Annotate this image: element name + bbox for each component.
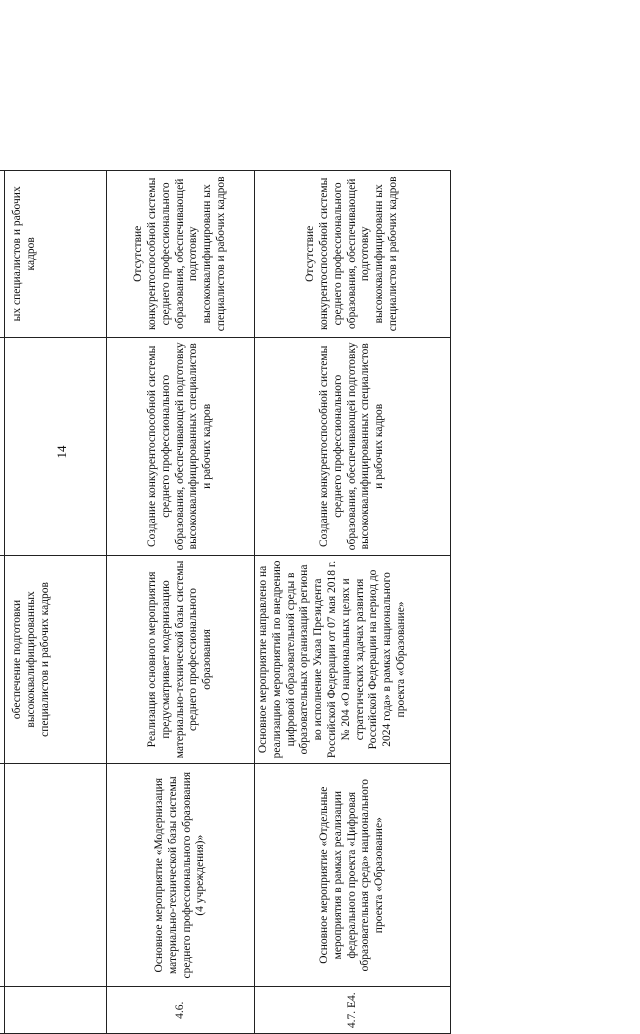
row-name: Основное мероприятие «Отдельные мероприятия в рамках реализации федерального проекта «Цифровая образовательная среда» национального проекта «Образование» bbox=[255, 763, 451, 987]
row-result: Создание конкурентоспособной системы среднего профессионального образования, обеспечивающей подготовку высококвалифицированных специалистов и рабочих кадров bbox=[107, 337, 255, 555]
table-row bbox=[107, 171, 255, 1034]
row-consequence: Отсутствие конкурентоспособной системы среднего профессионального образования, обеспечивающей подготовку высококвалифицированн ых специалистов и рабочих кадров bbox=[255, 171, 451, 338]
row-number bbox=[5, 987, 107, 1034]
row-result bbox=[5, 337, 107, 555]
row-number: 4.7. Е4. bbox=[255, 987, 451, 1034]
rotated-table-wrapper bbox=[0, 170, 407, 1034]
row-consequence: Отсутствие конкурентоспособной системы среднего профессионального образования, обеспечивающей подготовку высококвалифицированн ых специалистов и рабочих кадров bbox=[107, 171, 255, 338]
row-characteristic: обеспечение подготовки высококвалифицированных специалистов и рабочих кадров bbox=[5, 555, 107, 763]
page-number: 14 bbox=[54, 445, 69, 459]
row-number: 4.6. bbox=[107, 987, 255, 1034]
row-characteristic: Реализация основного мероприятия предусматривает модернизацию материально-технической базы системы среднего профессионального образования bbox=[107, 555, 255, 763]
table-row bbox=[255, 171, 451, 1034]
row-result: Создание конкурентоспособной системы среднего профессионального образования, обеспечивающей подготовку высококвалифицированных специалистов и рабочих кадров bbox=[255, 337, 451, 555]
row-characteristic: Основное мероприятие направлено на реализацию мероприятий по внедрению цифровой образовательной среды в образовательных организаций региона во исполнение Указа Президента Российской Федерации от 07 мая 2018 г. № 204 «О национальных целях и стратегических задачах развития Российской Федерации на период до 2024 года» в рамках национального проекта «Образование» bbox=[255, 555, 451, 763]
row-name bbox=[5, 763, 107, 987]
table-row bbox=[5, 171, 107, 1034]
measures-table bbox=[0, 170, 451, 1034]
row-consequence: ых специалистов и рабочих кадров bbox=[5, 171, 107, 338]
row-name: Основное мероприятие «Модернизация материально-технической базы системы среднего профессионального образования (4 учреждения)» bbox=[107, 763, 255, 987]
